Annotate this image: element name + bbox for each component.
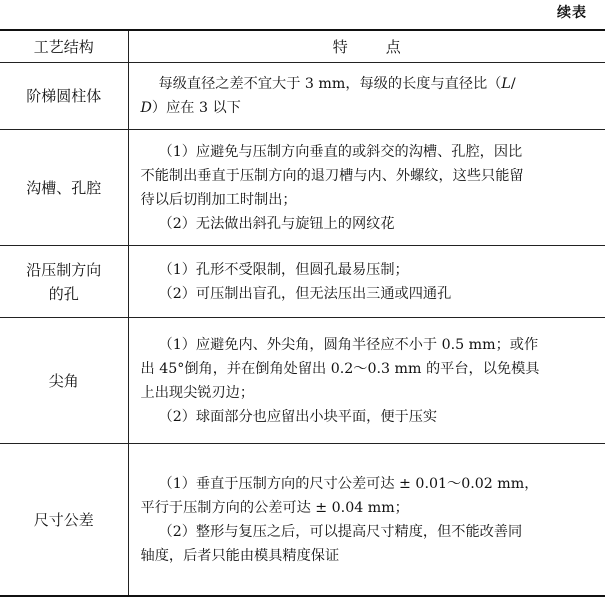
table-row xyxy=(0,246,605,318)
feature-line: 平行于压制方向的公差可达 ± 0.04 mm； xyxy=(140,499,409,516)
structure-cell xyxy=(0,246,128,318)
structure-line: 沿压制方向 xyxy=(26,260,102,279)
feature-line: （1）应避免与压制方向垂直的或斜交的沟槽、孔腔，因比 xyxy=(158,143,523,160)
feature-line: （1）应避免内、外尖角，圆角半径应不小于 0.5 mm；或作 xyxy=(158,336,539,353)
feature-line: 轴度，后者只能由模具精度保证 xyxy=(140,547,340,564)
header-features xyxy=(128,30,605,63)
feature-cell xyxy=(128,444,605,597)
feature-line: （1）孔形不受限制，但圆孔最易压制； xyxy=(158,261,409,278)
feature-line: （2）可压制出盲孔，但无法压出三通或四通孔 xyxy=(158,285,452,302)
process-structure-table xyxy=(0,29,605,597)
structure-line: 的孔 xyxy=(48,284,79,303)
feature-line: （1）垂直于压制方向的尺寸公差可达 ± 0.01～0.02 mm， xyxy=(158,475,539,492)
header-features-char2: 点 xyxy=(385,38,401,56)
feature-line: （2）整形与复压之后，可以提高尺寸精度，但不能改善同 xyxy=(158,523,523,540)
feature-cell xyxy=(128,130,605,246)
feature-line: 待以后切削加工时制出； xyxy=(140,191,297,208)
feature-line: D）应在 3 以下 xyxy=(140,100,241,116)
header-row xyxy=(0,30,605,63)
header-features-char1: 特 xyxy=(332,38,348,56)
continued-label: 续表 xyxy=(557,5,587,21)
feature-line: 每级直径之差不宜大于 3 mm，每级的长度与直径比（L/ xyxy=(158,76,516,92)
header-structure: 工艺结构 xyxy=(0,30,128,63)
structure-cell: 阶梯圆柱体 xyxy=(0,63,128,130)
structure-cell: 尺寸公差 xyxy=(0,444,128,597)
structure-cell: 尖角 xyxy=(0,318,128,444)
table-row xyxy=(0,444,605,597)
feature-line: 不能制出垂直于压制方向的退刀槽与内、外螺纹，这些只能留 xyxy=(140,167,524,184)
feature-cell xyxy=(128,63,605,130)
table-row xyxy=(0,63,605,130)
feature-cell xyxy=(128,318,605,444)
feature-cell xyxy=(128,246,605,318)
feature-line: 上出现尖锐刃边； xyxy=(140,384,255,401)
table-row xyxy=(0,318,605,444)
structure-cell: 沟槽、孔腔 xyxy=(0,130,128,246)
table-row xyxy=(0,130,605,246)
feature-line: （2）球面部分也应留出小块平面，便于压实 xyxy=(158,408,438,425)
feature-line: 出 45°倒角，并在倒角处留出 0.2～0.3 mm 的平台，以免模具 xyxy=(140,360,540,377)
feature-line: （2）无法做出斜孔与旋钮上的网纹花 xyxy=(158,215,395,232)
